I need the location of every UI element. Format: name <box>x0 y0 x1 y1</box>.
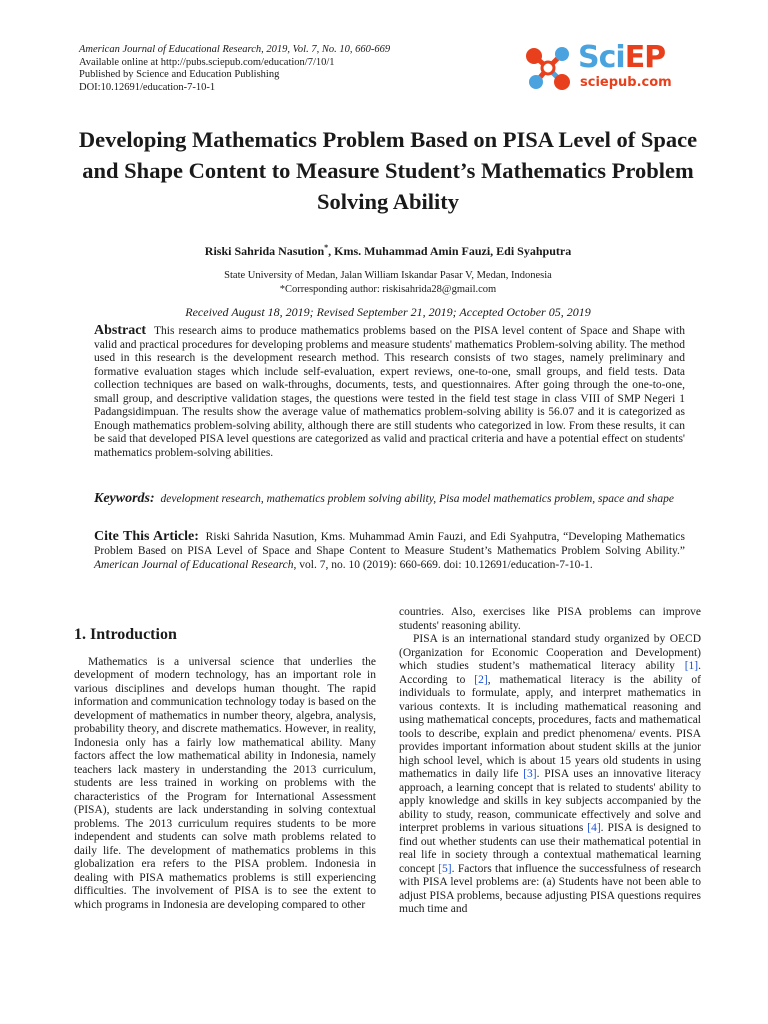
sciep-logo <box>520 42 690 96</box>
intro-text-5: . PISA is designed to find out whether students can use their mathematical potential in real life in society through a contextual mathematical learning concept <box>399 822 701 875</box>
available-online: Available online at http://pubs.sciepub.com/education/7/10/1 <box>79 56 335 68</box>
keywords-text: development research, mathematics problem solving ability, Pisa model mathematics problem, space and shape <box>160 493 675 505</box>
authors <box>60 243 716 259</box>
left-column <box>74 606 376 912</box>
intro-continuation: countries. Also, exercises like PISA problems can improve students' reasoning ability. <box>399 606 701 632</box>
reference-link-5[interactable]: [5] <box>438 862 452 875</box>
corresponding-author: *Corresponding author: riskisahrida28@gmail.com <box>279 284 497 295</box>
paper-title: Developing Mathematics Problem Based on PISA Level of Space and Shape Content to Measure Student’s Mathematics Problem Solving Ability <box>78 127 698 214</box>
cite-label: Cite This Article: <box>94 529 199 544</box>
cite-this-article <box>94 530 685 572</box>
publisher: Published by Science and Education Publishing <box>79 69 280 80</box>
logo-brand <box>578 40 665 75</box>
logo-sci: Sci <box>578 40 625 75</box>
keywords <box>94 492 685 506</box>
cite-text-after: , vol. 7, no. 10 (2019): 660-669. doi: 10.12691/education-7-10-1. <box>293 559 593 571</box>
intro-text-6: . Factors that influence the successfulness of research with PISA level problems are: (a) Students have not been able to adjust PISA problems, because adjusting PISA questions requires much time and <box>399 862 701 915</box>
affiliation-block <box>60 269 716 297</box>
intro-paragraph-1: Mathematics is a universal science that underlies the development of modern technology, has an important role in various disciplines and develops human thought. The rapid information and communication technology today is based on the development of mathematics in number theory, algebra, analysis, probability theory, and discrete mathematics. However, in reality, Indonesia only has a fairly low mathematical ability. Many factors affect the low mathematical ability in Indonesia, namely teachers lack mastery in understanding the 2013 curriculum, students are less trained in working on problems with the characteristics of the Program for International Assessment (PISA), students are lack understanding in solving contextual problems. The 2013 curriculum requires students to be more independent and students can solve math problems related to daily life. The development of mathematics problems in this globalization era refers to the PISA problem. Indonesia in dealing with PISA mathematics problems is still experiencing difficulties. The involvement of PISA is to see the extent to which programs in Indonesia are developing compared to other <box>74 655 376 911</box>
corresponding-mark: * <box>324 243 329 252</box>
reference-link-4[interactable]: [4] <box>587 822 601 834</box>
intro-text-1: PISA is an international standard study organized by OECD (Organization for Economic Cooperation and Development) which studies student’s mathematical literacy ability <box>399 633 701 672</box>
cite-journal: American Journal of Educational Research <box>94 559 294 571</box>
publication-dates: Received August 18, 2019; Revised September 21, 2019; Accepted October 05, 2019 <box>185 305 591 319</box>
reference-link-2[interactable]: [2] <box>474 673 488 686</box>
section-heading-introduction: 1. Introduction <box>74 626 177 643</box>
reference-link-3[interactable]: [3] <box>523 768 537 780</box>
intro-text-3: , mathematical literacy is the ability of individuals to formulate, apply, and interpret mathematics in various contexts. It is including mathematical reasoning and using mathematical concepts, procedures, facts and mathematical tools to describe, explain and predict phenomena/ events. PISA provides important information about student skills at the junior high school level, which is about 15 years old students in using mathematics in daily life <box>399 673 701 780</box>
abstract-text: This research aims to produce mathematics problems based on the PISA level content of Space and Shape with valid and practical procedures for developing problems and measure students' mathematics Problem-solving ability. The method used in this research is the development research method. This research consists of two stages, namely preliminary and formative evaluation stages which include self-evaluation, expert reviews, one-to-one, small groups, and field tests. Data collection techniques are based on walk-throughs, documents, tests, and questionnaires. After going through the one-to-one, small group, and descriptive validation stages, the questions were tested in the field test stage in class VIII of SMP Negeri 1 Padangsidimpuan. The results show the average value of mathematics problem-solving ability is 56.07 and it is categorized as Enough mathematics problem-solving ability, although there are still students who categorized in low. From these results, it can be said that developed PISA level questions are categorized as valid and practical criteria and have a potential effect on students' mathematics problem-solving abilities. <box>94 325 686 459</box>
affiliation: State University of Medan, Jalan William Iskandar Pasar V, Medan, Indonesia <box>224 270 552 281</box>
intro-paragraph-2 <box>399 633 701 917</box>
abstract-label: Abstract <box>94 323 147 338</box>
keywords-label: Keywords: <box>94 491 155 506</box>
first-author: Riski Sahrida Nasution <box>204 244 325 258</box>
cite-text-before: Riski Sahrida Nasution, Kms. Muhammad Amin Fauzi, and Edi Syahputra, “Developing Mathematics Problem Based on PISA Level of Space and Shape Content to Measure Student’s Mathematics Problem Solving Ability.” <box>94 531 686 557</box>
journal-citation: American Journal of Educational Research, 2019, Vol. 7, No. 10, 660-669 <box>79 44 391 55</box>
logo-ep: EP <box>624 40 666 75</box>
intro-text-2: . According to <box>399 660 701 686</box>
journal-info <box>79 44 390 94</box>
other-authors: , Kms. Muhammad Amin Fauzi, Edi Syahputra <box>328 244 572 258</box>
doi: DOI:10.12691/education-7-10-1 <box>79 81 216 93</box>
reference-link-1[interactable]: [1] <box>684 660 699 672</box>
intro-text-4: . PISA uses an innovative literacy approach, a learning concept that is related to students' ability to apply knowledge and skills in key subjects accompanied by the ability to study, reason, communicate effectively and solve and interpret problems in various situations <box>399 768 701 834</box>
logo-site: sciepub.com <box>580 75 672 90</box>
right-column <box>399 606 701 917</box>
abstract <box>94 324 685 460</box>
molecule-logo-icon <box>520 42 576 94</box>
